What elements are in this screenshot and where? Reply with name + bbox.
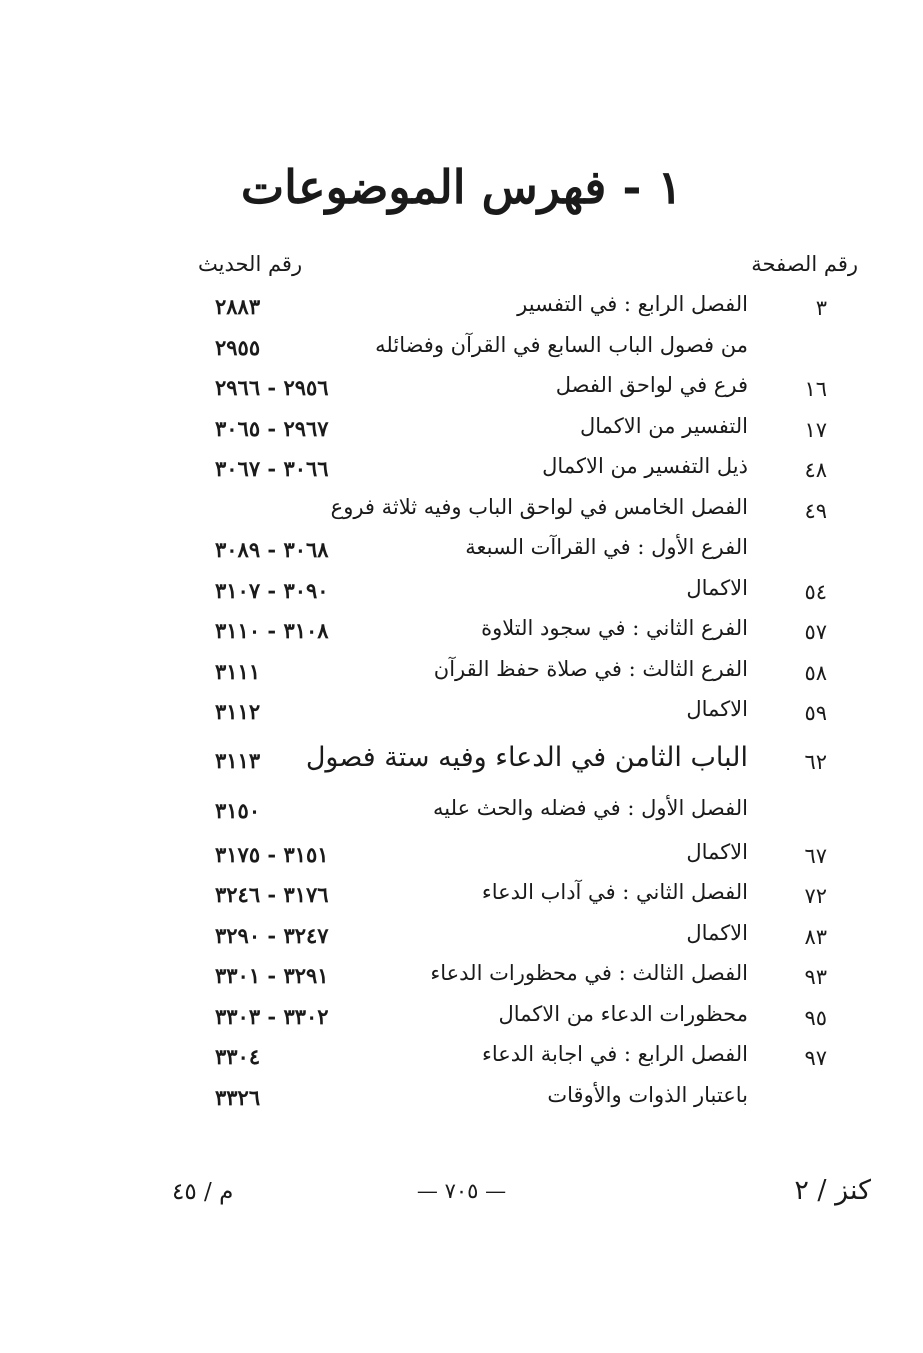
row-page-number: ٦٢ (804, 749, 827, 774)
row-topic: الفرع الثالث : في صلاة حفظ القرآن (433, 656, 748, 681)
row-topic: باعتبار الذوات والأوقات (547, 1082, 748, 1107)
row-hadith-range: ٢٩٥٥ (215, 334, 261, 360)
row-hadith-range: ٣٠٩٠ - ٣١٠٧ (215, 577, 329, 603)
row-topic: ذيل التفسير من الاكمال (542, 454, 748, 478)
row-topic: الاكمال (686, 839, 748, 864)
row-topic: الفرع الثاني : في سجود التلاوة (481, 616, 748, 640)
index-row (0, 1040, 923, 1081)
row-topic: الفرع الأول : في القراآت السبعة (465, 535, 748, 559)
row-topic: الفصل الخامس في لواحق الباب وفيه ثلاثة فروع (330, 494, 748, 519)
page-footer (0, 1175, 923, 1215)
index-row (0, 331, 923, 372)
index-row (0, 533, 923, 574)
row-page-number: ٩٥ (804, 1005, 827, 1030)
row-page-number: ٣ (815, 296, 827, 320)
row-topic: الاكمال (686, 575, 748, 600)
index-table (0, 290, 923, 1121)
row-hadith-range: ٣١١٢ (215, 699, 261, 724)
row-hadith-range: ٣٠٦٨ - ٣٠٨٩ (215, 537, 329, 562)
row-page-number: ٧٢ (804, 884, 827, 908)
row-page-number: ٤٩ (804, 498, 827, 523)
row-topic: الاكمال (686, 920, 748, 945)
row-hadith-range: ٣٢٩١ - ٣٣٠١ (215, 963, 329, 988)
row-hadith-range: ٣٢٤٧ - ٣٢٩٠ (215, 922, 329, 948)
row-page-number: ٥٩ (804, 701, 827, 725)
index-row (0, 574, 923, 615)
page-number: — ٧٠٥ — (416, 1179, 507, 1203)
row-topic: التفسير من الاكمال (579, 413, 748, 438)
index-row (0, 838, 923, 879)
index-row (0, 493, 923, 534)
index-row (0, 1000, 923, 1041)
sheet-signature: م / ٤٥ (172, 1179, 234, 1205)
index-row (0, 959, 923, 1000)
page-title: ١ - فهرس الموضوعات (240, 160, 683, 214)
index-row (0, 290, 923, 331)
row-page-number: ٦٧ (804, 843, 827, 868)
page-number-header: رقم الصفحة (751, 252, 858, 276)
row-page-number: ٥٨ (804, 660, 827, 685)
index-row (0, 452, 923, 493)
index-row (0, 878, 923, 919)
index-row (0, 371, 923, 412)
row-hadith-range: ٢٨٨٣ (215, 294, 261, 319)
row-hadith-range: ٣١١١ (215, 658, 261, 684)
row-page-number: ٩٧ (804, 1046, 827, 1070)
index-row (0, 412, 923, 453)
row-hadith-range: ٣١٧٦ - ٣٢٤٦ (215, 882, 329, 907)
row-topic: الفصل الثاني : في آداب الدعاء (481, 880, 748, 904)
row-topic: الفصل الأول : في فضله والحث عليه (433, 795, 748, 820)
row-topic: من فصول الباب السابع في القرآن وفضائله (375, 332, 748, 357)
row-topic: الاكمال (686, 697, 748, 721)
row-page-number: ١٧ (804, 417, 827, 442)
row-topic: الفصل الثالث : في محظورات الدعاء (430, 961, 748, 985)
row-hadith-range: ٢٩٦٧ - ٣٠٦٥ (215, 415, 329, 441)
index-row (0, 1081, 923, 1122)
row-topic: الفصل الرابع : في اجابة الدعاء (481, 1042, 748, 1066)
row-hadith-range: ٣٣٢٦ (215, 1084, 261, 1110)
row-topic: فرع في لواحق الفصل (555, 373, 748, 397)
index-row (0, 919, 923, 960)
row-page-number: ٤٨ (804, 458, 827, 482)
row-page-number: ٥٧ (804, 620, 827, 644)
row-page-number: ١٦ (804, 377, 827, 401)
row-topic: الباب الثامن في الدعاء وفيه ستة فصول (305, 741, 748, 773)
row-hadith-range: ٢٩٥٦ - ٢٩٦٦ (215, 375, 329, 400)
row-topic: الفصل الرابع : في التفسير (517, 292, 748, 316)
row-hadith-range: ٣١٠٨ - ٣١١٠ (215, 618, 329, 643)
row-hadith-range: ٣١٥١ - ٣١٧٥ (215, 841, 329, 867)
volume-signature: كنز / ٢ (794, 1175, 871, 1206)
row-hadith-range: ٣١٥٠ (215, 797, 261, 823)
row-hadith-range: ٣١١٣ (215, 747, 261, 773)
index-row-chapter (0, 736, 923, 794)
row-topic: محظورات الدعاء من الاكمال (498, 1001, 748, 1026)
row-hadith-range: ٣٣٠٤ (215, 1044, 261, 1069)
index-row (0, 655, 923, 696)
index-row (0, 794, 923, 838)
row-page-number: ٥٤ (804, 579, 827, 604)
row-hadith-range: ٣٠٦٦ - ٣٠٦٧ (215, 456, 329, 481)
row-page-number: ٨٣ (804, 924, 827, 949)
index-row (0, 614, 923, 655)
hadith-number-header: رقم الحديث (198, 252, 303, 276)
index-row (0, 695, 923, 736)
row-hadith-range: ٣٣٠٢ - ٣٣٠٣ (215, 1003, 329, 1029)
row-page-number: ٩٣ (804, 965, 827, 989)
